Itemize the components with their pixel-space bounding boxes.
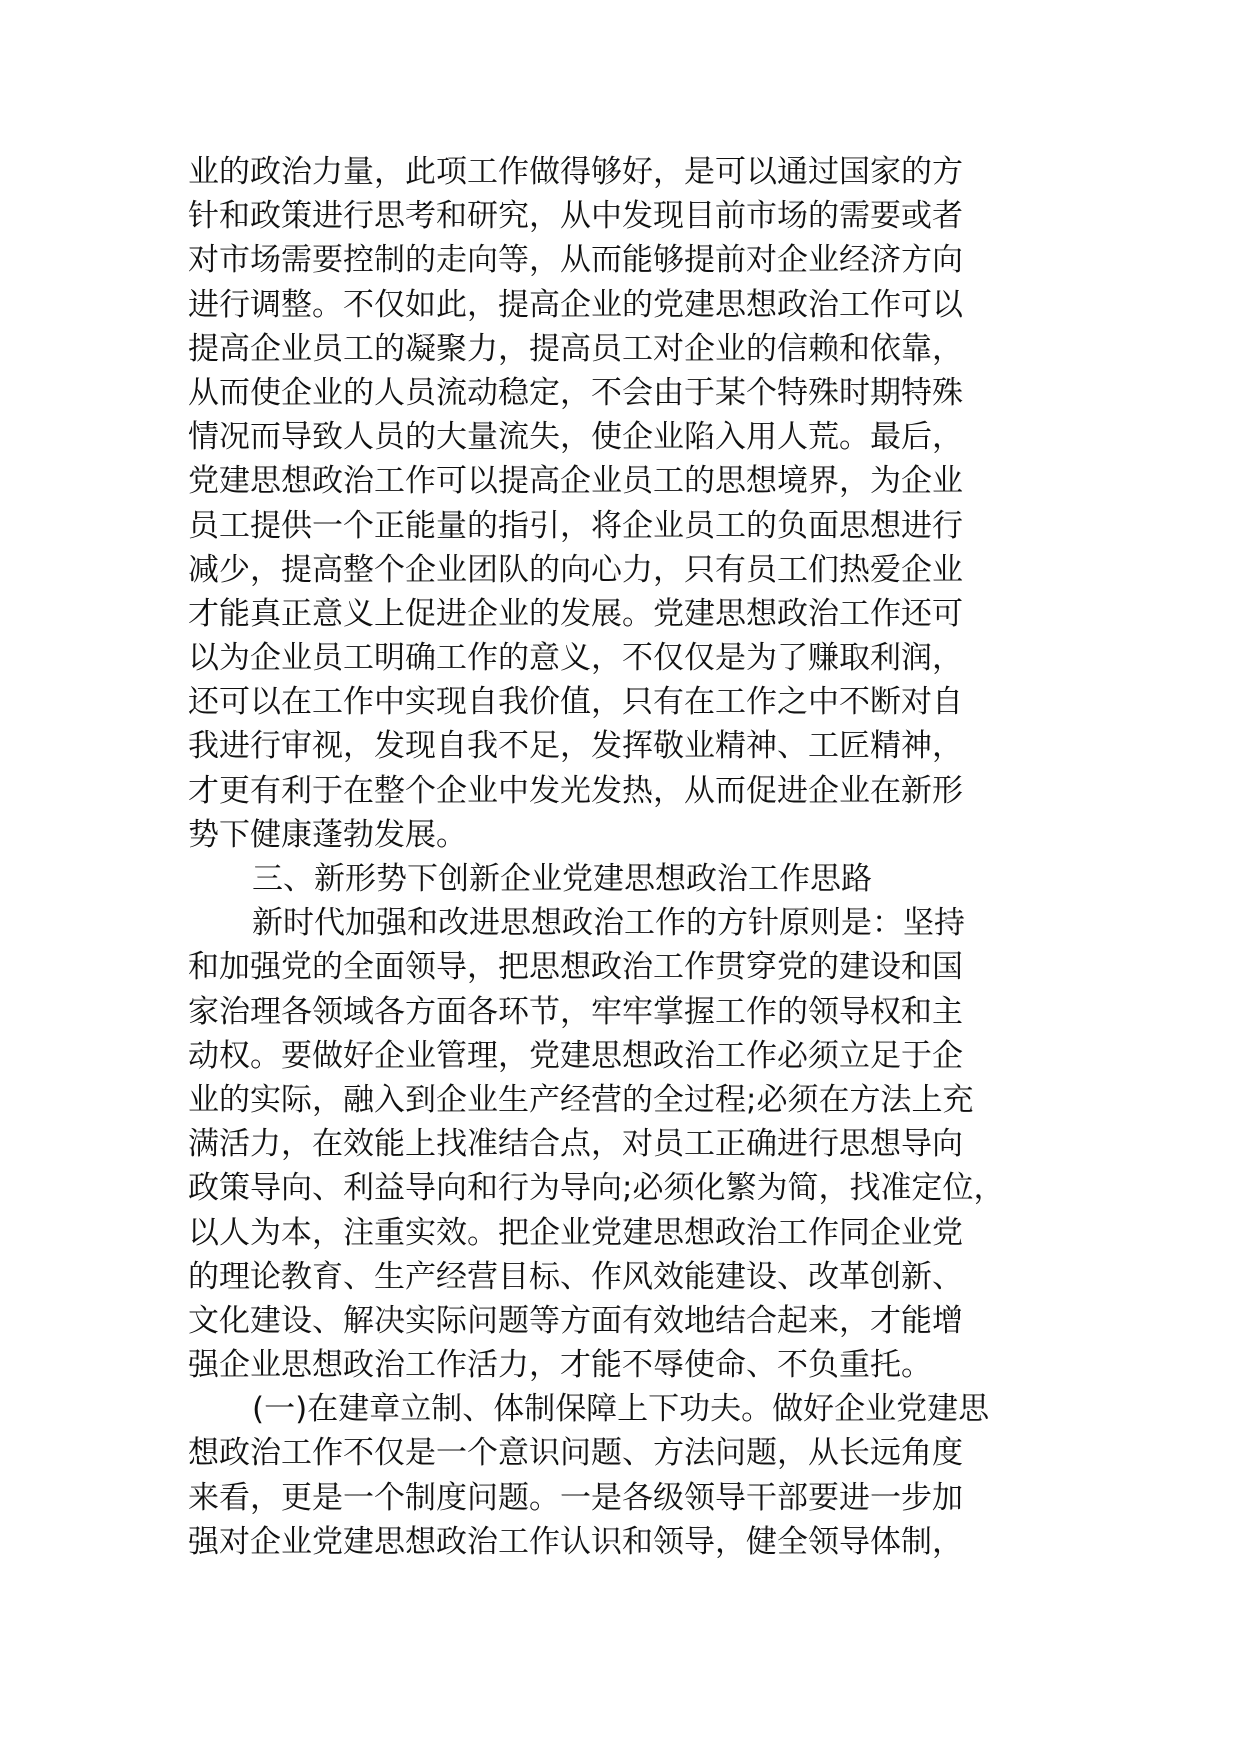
text-line: 还可以在工作中实现自我价值，只有在工作之中不断对自: [188, 684, 963, 721]
text-line: 来看，更是一个制度问题。一是各级领导干部要进一步加: [188, 1479, 963, 1516]
section-heading: 三、新形势下创新企业党建思想政治工作思路: [252, 861, 872, 897]
text-line: 文化建设、解决实际问题等方面有效地结合起来，才能增: [188, 1302, 963, 1339]
text-line: 情况而导致人员的大量流失，使企业陷入用人荒。最后，: [188, 419, 963, 456]
text-line: 针和政策进行思考和研究，从中发现目前市场的需要或者: [188, 198, 963, 235]
text-line: 势下健康蓬勃发展。: [188, 816, 467, 853]
text-line: 强对企业党建思想政治工作认识和领导，健全领导体制，: [188, 1523, 963, 1560]
text-line: 员工提供一个正能量的指引，将企业员工的负面思想进行: [188, 507, 963, 544]
text-line: 和加强党的全面领导，把思想政治工作贯穿党的建设和国: [188, 949, 963, 986]
paragraph-start: 新时代加强和改进思想政治工作的方针原则是：坚持: [252, 905, 965, 942]
text-line: 党建思想政治工作可以提高企业员工的思想境界，为企业: [188, 463, 963, 500]
subsection-heading: (一)在建章立制、体制保障上下功夫。做好企业党建思: [252, 1391, 990, 1428]
text-line: 减少，提高整个企业团队的向心力，只有员工们热爱企业: [188, 551, 963, 588]
text-line: 业的实际，融入到企业生产经营的全过程;必须在方法上充: [188, 1081, 974, 1118]
text-line: 从而使企业的人员流动稳定，不会由于某个特殊时期特殊: [188, 374, 963, 411]
text-line: 才能真正意义上促进企业的发展。党建思想政治工作还可: [188, 595, 963, 632]
text-line: 想政治工作不仅是一个意识问题、方法问题，从长远角度: [188, 1435, 963, 1472]
text-line: 对市场需要控制的走向等，从而能够提前对企业经济方向: [188, 242, 963, 279]
text-line: 强企业思想政治工作活力，才能不辱使命、不负重托。: [188, 1347, 932, 1384]
text-line: 以为企业员工明确工作的意义，不仅仅是为了赚取利润，: [188, 640, 963, 677]
text-line: 才更有利于在整个企业中发光发热，从而促进企业在新形: [188, 772, 963, 809]
text-line: 家治理各领域各方面各环节，牢牢掌握工作的领导权和主: [188, 993, 963, 1030]
text-line: 满活力，在效能上找准结合点，对员工正确进行思想导向: [188, 1126, 963, 1163]
text-line: 政策导向、利益导向和行为导向;必须化繁为简，找准定位，: [188, 1170, 1005, 1207]
text-line: 业的政治力量，此项工作做得够好，是可以通过国家的方: [188, 154, 963, 190]
body-text: [188, 150, 1068, 1564]
text-line: 提高企业员工的凝聚力，提高员工对企业的信赖和依靠，: [188, 330, 963, 367]
text-line: 的理论教育、生产经营目标、作风效能建设、改革创新、: [188, 1258, 963, 1295]
text-line: 进行调整。不仅如此，提高企业的党建思想政治工作可以: [188, 286, 963, 323]
text-line: 动权。要做好企业管理，党建思想政治工作必须立足于企: [188, 1037, 963, 1074]
text-line: 我进行审视，发现自我不足，发挥敬业精神、工匠精神，: [188, 728, 963, 765]
text-line: 以人为本，注重实效。把企业党建思想政治工作同企业党: [188, 1214, 963, 1251]
